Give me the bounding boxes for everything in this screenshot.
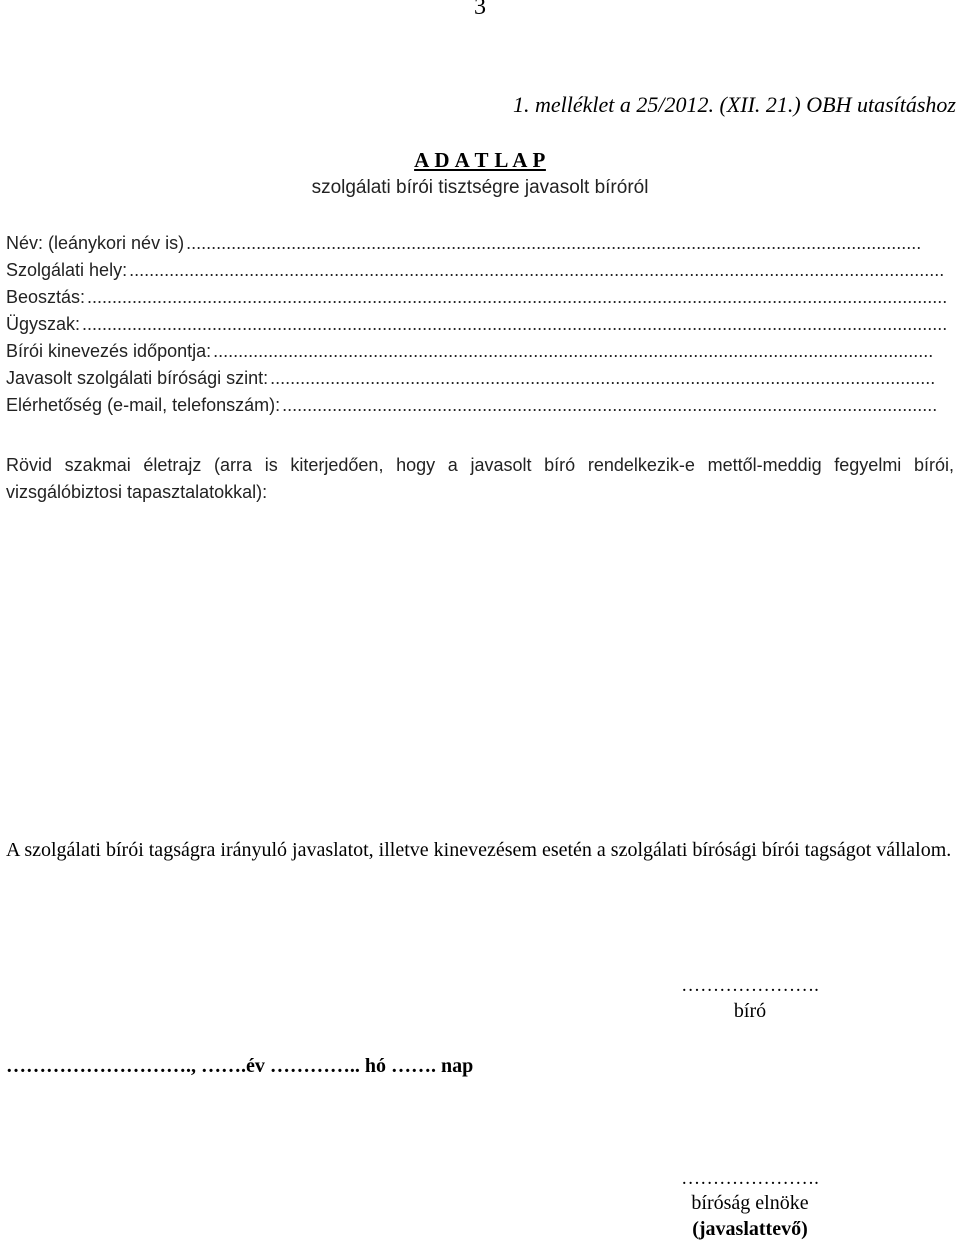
- fill-line: ...................................................................................................................................................................: [129, 260, 945, 280]
- field-position[interactable]: [6, 284, 954, 308]
- fill-line: .....................................................................................................................................: [270, 368, 936, 388]
- field-case-type[interactable]: [6, 311, 954, 335]
- field-label: Javasolt szolgálati bírósági szint:: [6, 368, 269, 388]
- field-workplace[interactable]: [6, 257, 954, 281]
- field-label: Beosztás:: [6, 287, 86, 307]
- field-label: Ügyszak:: [6, 314, 81, 334]
- judge-signature-line[interactable]: ………………….: [681, 975, 819, 996]
- proposer-label: (javaslattevő): [692, 1218, 808, 1240]
- fill-line: ............................................................................................................................................................................: [87, 287, 948, 307]
- document-title: A D A T L A P: [414, 148, 546, 172]
- cv-instructions: Rövid szakmai életrajz (arra is kiterjedően, hogy a javasolt bíró rendelkezik-e mettől-meddig fegyelmi bírói, vizsgálóbiztosi tapasztalatokkal):: [6, 455, 954, 502]
- fill-line: ...................................................................................................................................: [282, 395, 938, 415]
- president-signature-line[interactable]: ………………….: [681, 1168, 819, 1189]
- page-number: 3: [474, 0, 486, 20]
- field-label: Név: (leánykori név is): [6, 233, 185, 253]
- field-label: Bírói kinevezés időpontja:: [6, 341, 212, 361]
- date-line[interactable]: ………………………., …….év ………….. hó ……. nap: [6, 1055, 474, 1077]
- judge-signature-label: bíró: [733, 1000, 767, 1022]
- field-contact[interactable]: [6, 392, 954, 416]
- fill-line: ................................................................................................................................................: [213, 341, 934, 361]
- field-name[interactable]: [6, 230, 954, 254]
- president-signature-label: bíróság elnöke: [691, 1192, 809, 1214]
- field-label: Elérhetőség (e-mail, telefonszám):: [6, 395, 281, 415]
- consent-statement: A szolgálati bírói tagságra irányuló javaslatot, illetve kinevezésem esetén a szolgálati bírósági bírói tagságot vállalom.: [6, 839, 952, 861]
- field-label: Szolgálati hely:: [6, 260, 128, 280]
- field-proposed-level[interactable]: [6, 365, 954, 389]
- fill-line: ...................................................................................................................................................: [186, 233, 922, 253]
- annex-reference: 1. melléklet a 25/2012. (XII. 21.) OBH utasításhoz: [513, 92, 956, 117]
- field-appointment-date[interactable]: [6, 338, 954, 362]
- fill-line: .............................................................................................................................................................................: [82, 314, 948, 334]
- document-subtitle: szolgálati bírói tisztségre javasolt bíróról: [311, 177, 649, 198]
